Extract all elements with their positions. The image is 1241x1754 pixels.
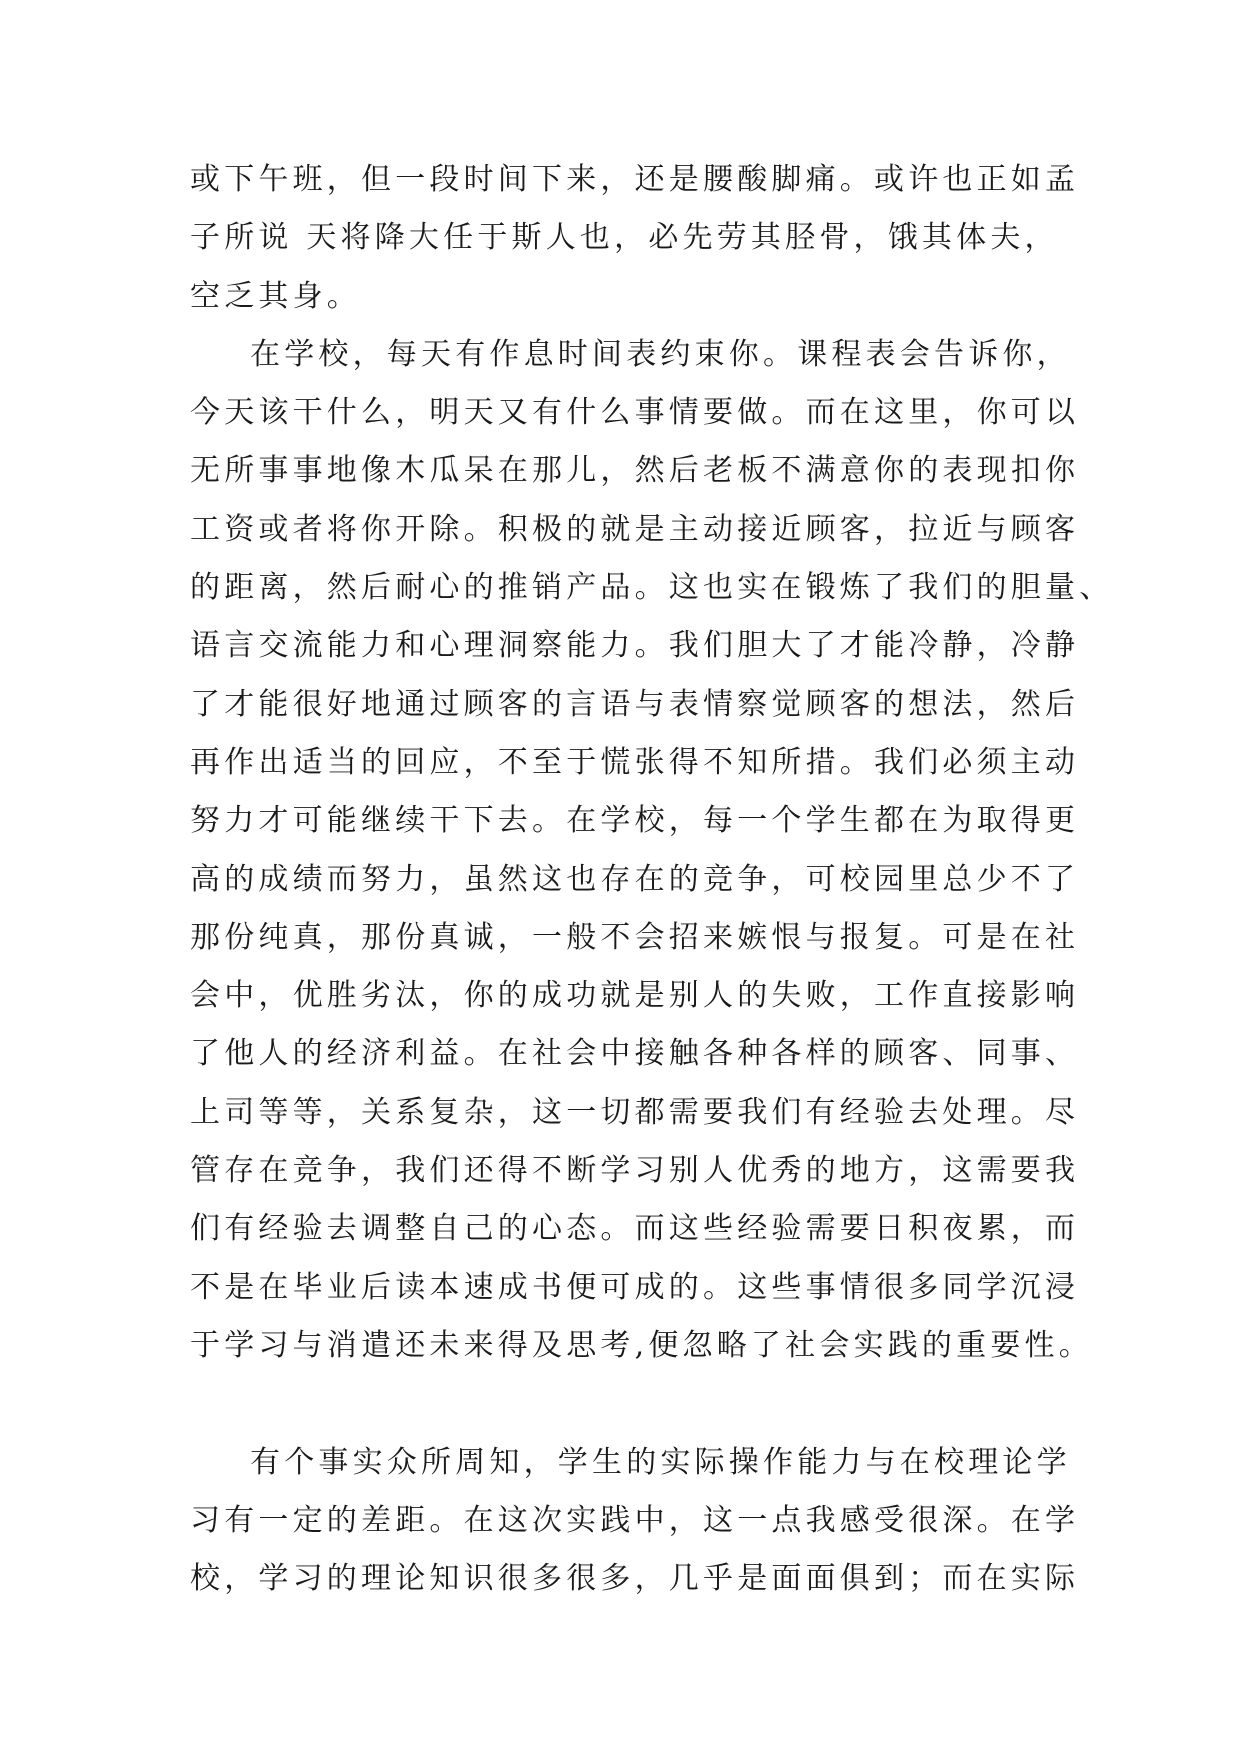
text-line: 或下午班，但一段时间下来，还是腰酸脚痛。或许也正如孟 xyxy=(190,162,1080,197)
text-line: 了才能很好地通过顾客的言语与表情察觉顾客的想法，然后 xyxy=(190,686,1080,722)
text-line: 语言交流能力和心理洞察能力。我们胆大了才能冷静，冷静 xyxy=(190,628,1080,664)
text-line: 努力才可能继续干下去。在学校，每一个学生都在为取得更 xyxy=(190,803,1080,839)
text-line: 子所说 天将降大任于斯人也，必先劳其胫骨，饿其体夫， xyxy=(190,220,1059,256)
text-line: 今天该干什么，明天又有什么事情要做。而在这里，你可以 xyxy=(190,395,1080,431)
text-line: 有个事实众所周知，学生的实际操作能力与在校理论学 xyxy=(250,1444,1071,1480)
text-line: 在学校，每天有作息时间表约束你。课程表会告诉你， xyxy=(250,336,1071,372)
text-line xyxy=(190,1375,1070,1433)
text-line: 工资或者将你开除。积极的就是主动接近顾客，拉近与顾客 xyxy=(190,511,1080,547)
text-line: 管存在竞争，我们还得不断学习别人优秀的地方，这需要我 xyxy=(190,1153,1080,1189)
text-line: 们有经验去调整自己的心态。而这些经验需要日积夜累，而 xyxy=(190,1211,1080,1247)
text-line: 上司等等，关系复杂，这一切都需要我们有经验去处理。尽 xyxy=(190,1094,1080,1130)
text-line: 的距离，然后耐心的推销产品。这也实在锻炼了我们的胆量、 xyxy=(190,570,1114,606)
document-body xyxy=(190,151,1114,1608)
text-line: 了他人的经济利益。在社会中接触各种各样的顾客、同事、 xyxy=(190,1036,1080,1072)
text-line: 再作出适当的回应，不至于慌张得不知所措。我们必须主动 xyxy=(190,744,1080,780)
paragraph-3 xyxy=(190,1434,1080,1609)
text-line: 无所事事地像木瓜呆在那儿，然后老板不满意你的表现扣你 xyxy=(190,453,1080,489)
paragraph-1 xyxy=(190,151,1080,326)
text-line: 会中，优胜劣汰，你的成功就是别人的失败，工作直接影响 xyxy=(190,978,1080,1014)
text-line: 那份纯真，那份真诚，一般不会招来嫉恨与报复。可是在社 xyxy=(190,919,1080,955)
text-line: 习有一定的差距。在这次实践中，这一点我感受很深。在学 xyxy=(190,1502,1080,1538)
paragraph-2 xyxy=(190,326,1114,1434)
text-line: 不是在毕业后读本速成书便可成的。这些事情很多同学沉浸 xyxy=(190,1269,1080,1305)
text-line: 高的成绩而努力，虽然这也存在的竞争，可校园里总少不了 xyxy=(190,861,1080,897)
text-line: 校，学习的理论知识很多很多，几乎是面面俱到；而在实际 xyxy=(190,1561,1080,1597)
text-line: 于学习与消遣还未来得及思考,便忽略了社会实践的重要性。 xyxy=(190,1327,1093,1363)
text-line: 空乏其身。 xyxy=(190,278,361,314)
